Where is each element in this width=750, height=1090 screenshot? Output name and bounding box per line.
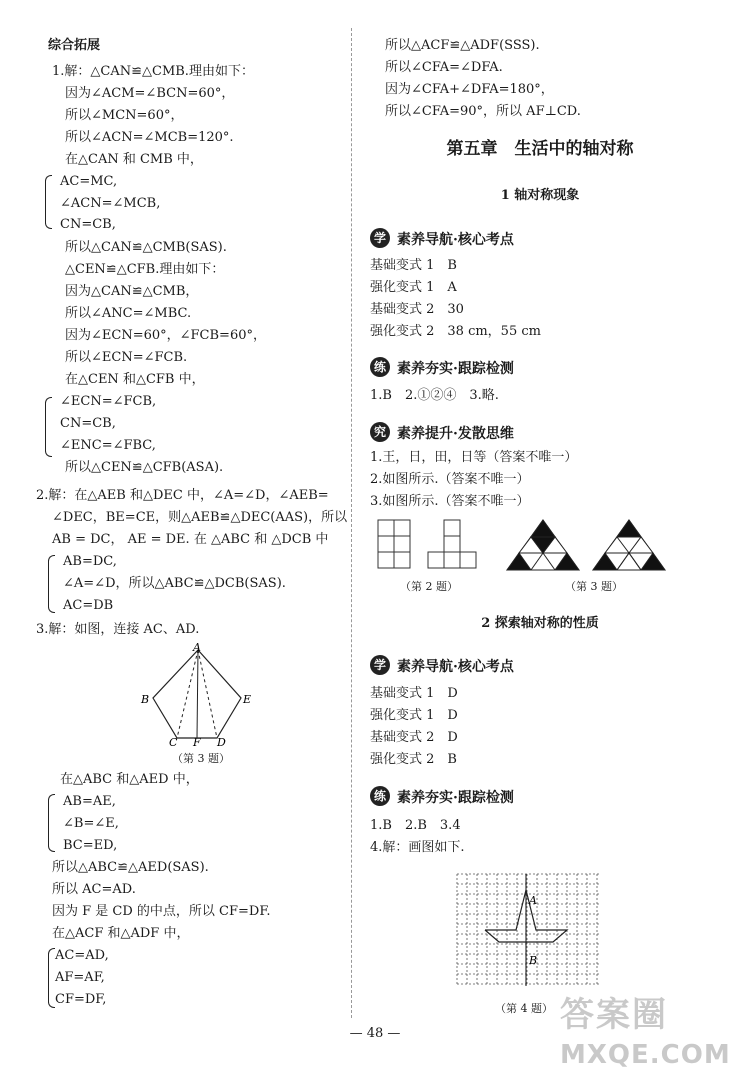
figure-caption: （第 4 题）: [495, 1002, 553, 1015]
pentagon-figure: [135, 640, 265, 746]
text-line: ∠A=∠D，所以△ABC≌△DCB(SAS).: [63, 576, 286, 591]
text-line: ∠ENC=∠FBC,: [60, 438, 156, 453]
figure-caption: （第 3 题）: [172, 752, 230, 765]
text-line: 强化变式 2 B: [370, 752, 457, 767]
brace: [48, 948, 55, 1008]
text-line: CN=CB,: [60, 416, 116, 431]
section-title: 1 轴对称现象: [500, 188, 580, 203]
text-line: 1.王，日，田，日等（答案不唯一）: [370, 450, 578, 465]
text-line: ∠ECN=∠FCB,: [60, 394, 157, 409]
text-line: 在△CAN 和 CMB 中，: [65, 152, 203, 167]
text-line: 强化变式 1 A: [370, 280, 457, 295]
text-line: 因为∠CFA+∠DFA=180°，: [385, 82, 554, 97]
text-line: 1.B 2.B 3.4: [370, 818, 461, 833]
section-heading: 综合拓展: [48, 38, 101, 53]
brace: [45, 397, 52, 457]
text-line: 所以∠CFA=∠DFA.: [385, 60, 503, 75]
text-line: 所以△ABC≌△AED(SAS).: [52, 860, 209, 875]
point-label: E: [243, 693, 252, 706]
text-line: 强化变式 2 38 cm，55 cm: [370, 324, 541, 339]
point-label: B: [529, 954, 538, 967]
figure-caption: （第 2 题）: [400, 580, 458, 593]
text-line: AB = DC， AE = DE. 在 △ABC 和 △DCB 中: [52, 532, 329, 547]
block-title: 素养导航·核心考点: [397, 659, 514, 675]
text-line: 所以△ACF≌△ADF(SSS).: [385, 38, 540, 53]
grid-shapes-figure: [376, 518, 496, 574]
point-label: A: [193, 641, 201, 654]
text-line: 1.B 2.①②④ 3.略.: [370, 388, 499, 403]
text-line: 所以∠ECN=∠FCB.: [65, 350, 188, 365]
text-line: AB=DC,: [63, 554, 117, 569]
text-line: 因为∠ECN=60°，∠FCB=60°，: [65, 328, 266, 343]
text-line: AF=AF,: [55, 970, 105, 985]
brace: [45, 175, 52, 229]
text-line: AC=MC,: [60, 174, 118, 189]
point-label: C: [169, 736, 178, 746]
text-line: 强化变式 1 D: [370, 708, 458, 723]
watermark-url-text: MXQE.COM: [560, 1040, 731, 1070]
brace: [48, 555, 55, 613]
block-title: 素养导航·核心考点: [397, 232, 514, 248]
practice-badge-icon: 练: [370, 357, 390, 377]
triangle-pattern-figure: [505, 516, 670, 574]
text-line: BC=ED,: [63, 838, 118, 853]
chapter-title: 第五章 生活中的轴对称: [446, 139, 634, 159]
point-label: B: [141, 693, 150, 706]
text-line: AC=DB: [63, 598, 114, 613]
figure-caption: （第 3 题）: [565, 580, 623, 593]
text-line: △CEN≌△CFB.理由如下：: [65, 262, 225, 277]
text-line: 2.如图所示.（答案不唯一）: [370, 472, 530, 487]
text-line: 因为 F 是 CD 的中点，所以 CF=DF.: [52, 904, 271, 919]
text-line: 所以△CEN≌△CFB(ASA).: [65, 460, 224, 475]
text-line: 基础变式 2 D: [370, 730, 458, 745]
text-line: CF=DF,: [55, 992, 107, 1007]
text-line: ∠ACN=∠MCB,: [60, 196, 161, 211]
text-line: 所以∠ACN=∠MCB=120°.: [65, 130, 234, 145]
text-line: CN=CB,: [60, 217, 116, 232]
text-line: 在△ACF 和△ADF 中，: [52, 926, 190, 941]
text-line: 因为△CAN≌△CMB，: [65, 284, 199, 299]
watermark: [560, 995, 731, 1075]
text-line: 基础变式 2 30: [370, 302, 464, 317]
text-line: 2.解：在△AEB 和△DEC 中，∠A=∠D，∠AEB=: [36, 488, 329, 503]
learn-badge-icon: 学: [370, 655, 390, 675]
text-line: AB=AE,: [63, 794, 116, 809]
text-line: 4.解：画图如下.: [370, 840, 465, 855]
section-title: 2 探索轴对称的性质: [481, 616, 599, 631]
column-divider: [351, 28, 352, 1018]
point-label: D: [217, 736, 226, 746]
text-line: AC=AD,: [55, 948, 109, 963]
explore-badge-icon: 究: [370, 422, 390, 442]
brace: [48, 794, 55, 852]
text-line: 基础变式 1 B: [370, 258, 457, 273]
text-line: 所以△CAN≌△CMB(SAS).: [65, 240, 227, 255]
practice-badge-icon: 练: [370, 786, 390, 806]
text-line: 3.如图所示.（答案不唯一）: [370, 494, 530, 509]
learn-badge-icon: 学: [370, 228, 390, 248]
text-line: 3.解：如图，连接 AC、AD.: [36, 622, 200, 637]
block-title: 素养提升·发散思维: [397, 426, 514, 442]
text-line: 所以∠CFA=90°，所以 AF⊥CD.: [385, 104, 581, 119]
symmetry-grid-figure: [455, 872, 605, 990]
text-line: ∠DEC，BE=CE，则△AEB≌△DEC(AAS)，所以: [52, 510, 348, 525]
text-line: 在△ABC 和△AED 中，: [60, 772, 199, 787]
text-line: ∠B=∠E,: [63, 816, 119, 831]
text-line: 基础变式 1 D: [370, 686, 458, 701]
block-title: 素养夯实·跟踪检测: [397, 361, 514, 377]
text-line: 因为∠ACM=∠BCN=60°，: [65, 86, 235, 101]
text-line: 所以∠ANC=∠MBC.: [65, 306, 192, 321]
block-title: 素养夯实·跟踪检测: [397, 790, 514, 806]
watermark-logo-text: 答案圈: [560, 995, 668, 1035]
text-line: 在△CEN 和△CFB 中，: [65, 372, 205, 387]
text-line: 1.解：△CAN≌△CMB.理由如下：: [52, 64, 254, 79]
point-label: A: [529, 894, 537, 907]
text-line: 所以 AC=AD.: [52, 882, 136, 897]
text-line: 所以∠MCN=60°，: [65, 108, 184, 123]
point-label: F: [193, 736, 201, 746]
page-number: — 48 —: [349, 1026, 401, 1041]
